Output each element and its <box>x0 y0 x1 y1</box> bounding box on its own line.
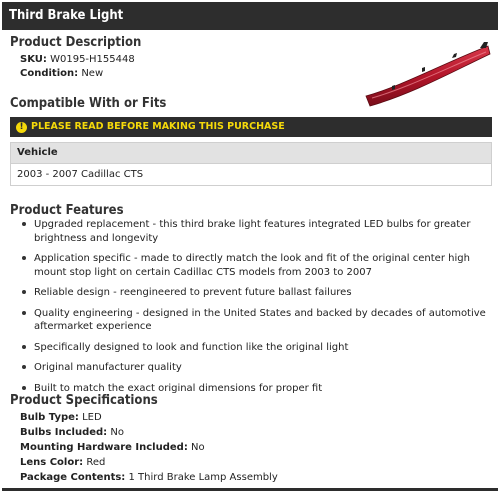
spec-value: No <box>110 427 124 438</box>
feature-item: Upgraded replacement - this third brake light features integrated LED bulbs for greater brightness and longevity <box>20 218 492 245</box>
spec-bulb-type <box>20 410 102 425</box>
sku-row <box>20 52 135 67</box>
vehicle-row: 2003 - 2007 Cadillac CTS <box>11 163 491 185</box>
product-specifications-heading: Product Specifications <box>10 393 158 408</box>
spec-lens-color <box>20 455 105 470</box>
vehicle-table <box>10 142 492 186</box>
spec-label: Mounting Hardware Included: <box>20 442 188 453</box>
spec-bulbs-included <box>20 425 124 440</box>
feature-item: Quality engineering - designed in the United States and backed by decades of automotive aftermarket experience <box>20 307 492 334</box>
spec-mounting-hardware <box>20 440 205 455</box>
spec-label: Bulb Type: <box>20 412 79 423</box>
spec-label: Bulbs Included: <box>20 427 108 438</box>
purchase-warning-bar <box>10 117 492 137</box>
exclamation-circle-icon: ! <box>16 122 27 133</box>
feature-item: Application specific - made to directly match the look and fit of the original center high mount stop light on certain Cadillac CTS models from 2003 to 2007 <box>20 252 492 279</box>
compatibility-heading: Compatible With or Fits <box>10 96 167 111</box>
condition-value: New <box>81 68 104 79</box>
condition-row <box>20 66 103 81</box>
sku-label: SKU: <box>20 54 47 65</box>
spec-package-contents <box>20 470 278 485</box>
feature-item: Original manufacturer quality <box>20 361 492 375</box>
condition-label: Condition: <box>20 68 79 79</box>
spec-label: Package Contents: <box>20 472 126 483</box>
spec-label: Lens Color: <box>20 457 84 468</box>
spec-value: Red <box>86 457 106 468</box>
spec-value: LED <box>82 412 102 423</box>
warning-text: PLEASE READ BEFORE MAKING THIS PURCHASE <box>31 121 285 132</box>
bottom-divider <box>2 488 498 491</box>
third-brake-light-image <box>362 34 494 114</box>
feature-item: Reliable design - reengineered to prevent future ballast failures <box>20 286 492 300</box>
product-features-heading: Product Features <box>10 203 124 218</box>
feature-item: Built to match the exact original dimensions for proper fit <box>20 382 492 396</box>
page-title: Third Brake Light <box>2 2 498 30</box>
spec-value: No <box>191 442 205 453</box>
features-list <box>20 218 492 402</box>
feature-item: Specifically designed to look and function like the original light <box>20 341 492 355</box>
vehicle-table-header: Vehicle <box>11 143 491 163</box>
sku-value: W0195-H155448 <box>50 54 135 65</box>
product-description-heading: Product Description <box>10 35 142 50</box>
spec-value: 1 Third Brake Lamp Assembly <box>128 472 278 483</box>
